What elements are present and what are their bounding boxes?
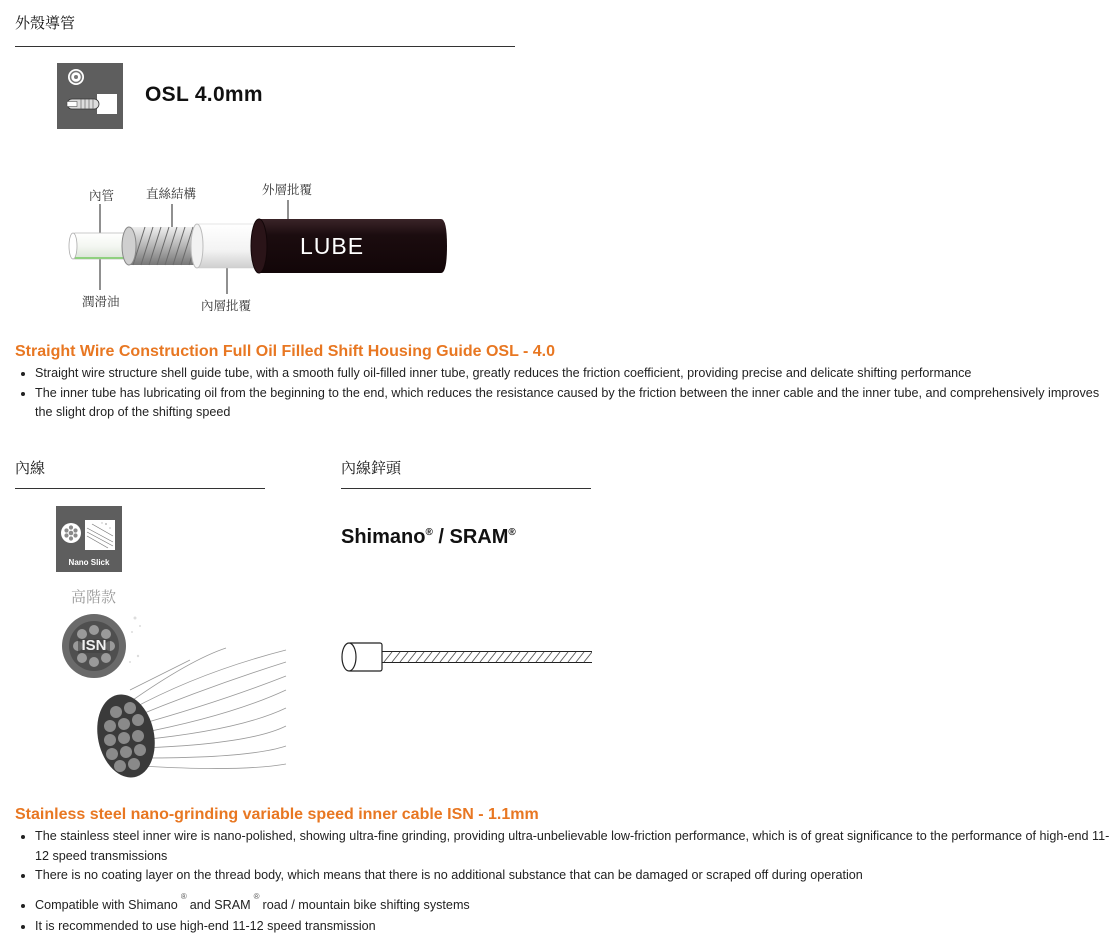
label-outer-coating: 外層批覆 <box>262 183 313 197</box>
registered-mark: ® <box>180 892 187 901</box>
nano-slick-label: Nano Slick <box>68 558 110 567</box>
brand-separator: / <box>438 526 444 548</box>
label-straight-wire: 直絲結構 <box>146 187 197 201</box>
isn-label: ISN <box>81 637 107 654</box>
label-lube-oil: 潤滑油 <box>82 295 120 309</box>
list-item: • It is recommended to use high-end 11-12 speed transmission <box>35 917 1110 937</box>
section-title-inner-cable: 內線 <box>15 460 46 477</box>
section-divider <box>15 488 265 489</box>
housing-bullet-list <box>15 364 1110 423</box>
list-item-compat <box>35 892 1110 917</box>
compat-text-2: and SRAM <box>189 898 251 912</box>
nano-slick-cable-icon <box>56 506 122 572</box>
list-item: • Straight wire structure shell guide tube, with a smooth fully oil-filled inner tube, greatly reduces the friction coefficient, providing precise and delicate shifting performance <box>35 364 1110 384</box>
brand-sram: SRAM <box>449 526 509 548</box>
compat-text-1: Compatible with Shimano <box>35 898 178 912</box>
registered-mark: ® <box>508 527 516 538</box>
cable-heading: Stainless steel nano-grinding variable speed inner cable ISN - 1.1mm <box>15 806 539 823</box>
inner-cable-strand-illustration <box>90 640 290 785</box>
compat-text-3: road / mountain bike shifting systems <box>262 898 470 912</box>
housing-heading: Straight Wire Construction Full Oil Filled Shift Housing Guide OSL - 4.0 <box>15 343 556 360</box>
registered-mark: ® <box>425 527 433 538</box>
section-title-housing: 外殼導管 <box>15 15 76 32</box>
cable-bullet-list-2 <box>15 892 1110 936</box>
product-name: OSL 4.0mm <box>145 83 263 106</box>
brand-shimano: Shimano <box>341 526 426 548</box>
list-item: • The stainless steel inner wire is nano-polished, showing ultra-fine grinding, providing ultra-unbelievable low-friction performance, which is of great significance to the performance of high-end 11-12 speed transmissions <box>35 827 1110 866</box>
cable-head-illustration <box>340 640 592 674</box>
grade-label: 高階款 <box>71 589 117 606</box>
label-inner-tube: 內管 <box>89 189 115 203</box>
section-divider <box>15 46 515 47</box>
section-divider <box>341 488 591 489</box>
housing-cross-section-icon <box>57 63 123 129</box>
housing-brand-text: LUBE <box>300 233 365 259</box>
section-title-cable-head: 內線鋅頭 <box>341 460 402 477</box>
registered-mark: ® <box>253 892 260 901</box>
label-inner-coating: 內層批覆 <box>201 299 252 313</box>
list-item: • There is no coating layer on the thread body, which means that there is no additional substance that can be damaged or scraped off during operation <box>35 866 1110 886</box>
cable-bullet-list <box>15 827 1110 886</box>
list-item: • The inner tube has lubricating oil from the beginning to the end, which reduces the resistance caused by the friction between the inner cable and the inner tube, and comprehensively improves the slight drop of the shifting speed <box>35 384 1110 423</box>
compatible-brands <box>341 526 516 549</box>
